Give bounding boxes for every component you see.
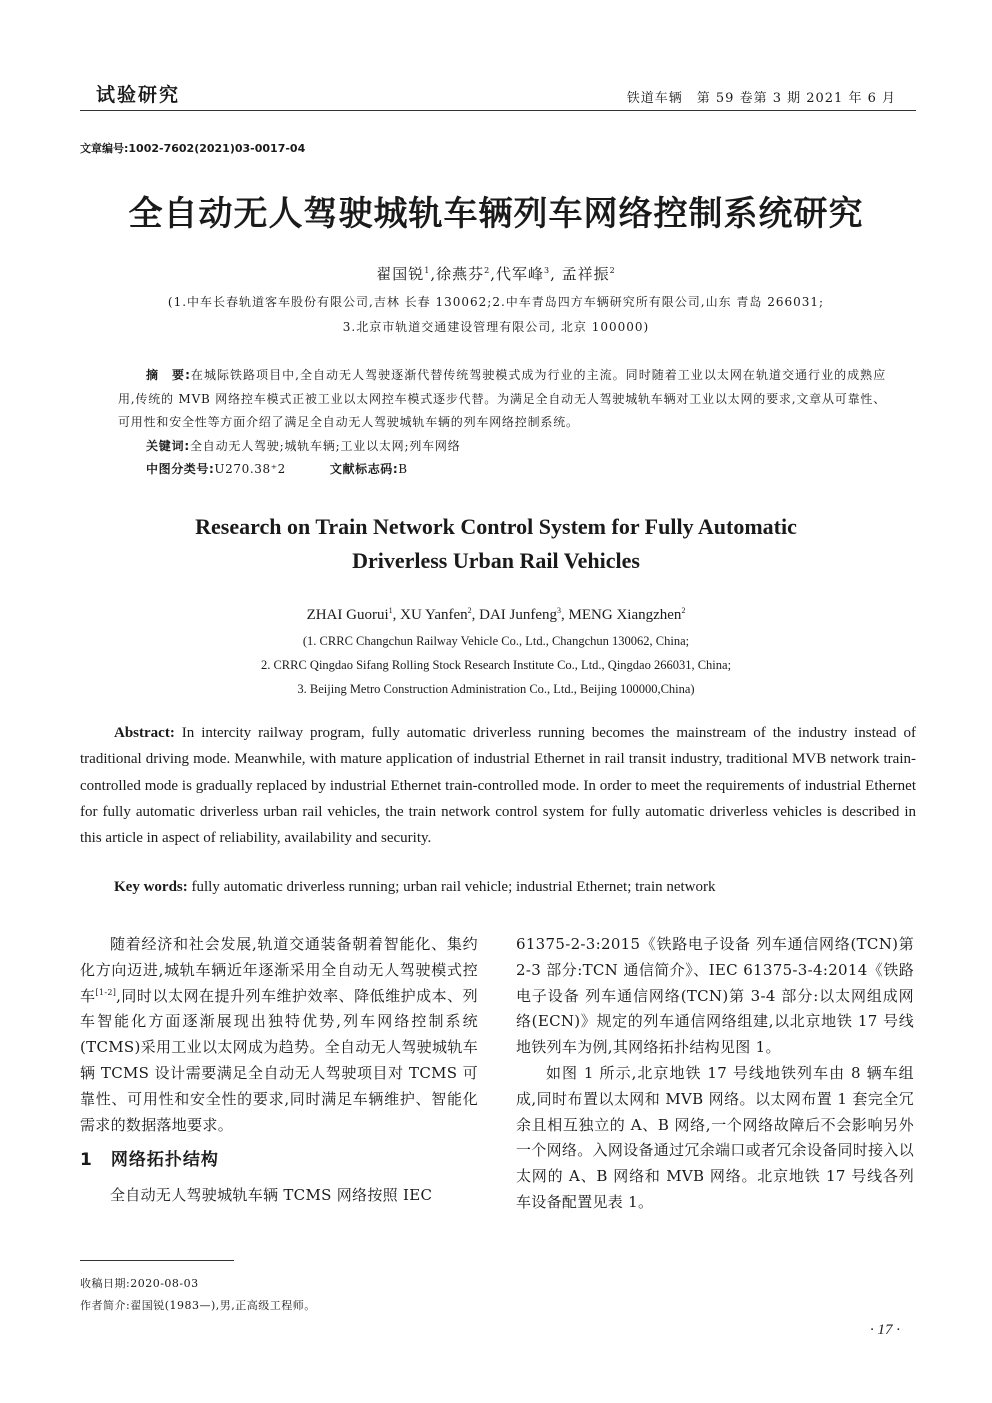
document-code-label: 文献标志码: [329, 462, 399, 476]
body-paragraph: 61375-2-3:2015《铁路电子设备 列车通信网络(TCN)第 2-3 部分:TCN 通信简介》、IEC 61375-3-4:2014《铁路电子设备 列车通信网络(TCN)第 3-4 部分:以太网组成网络(ECN)》规定的列车通信网络组建,以北京地铁 17 号线地铁列车为例,其网络拓扑结构见图 1。 [516, 935, 914, 1057]
article-number: 文章编号:1002-7602(2021)03-0017-04 [80, 142, 306, 155]
author-affiliation-mark: 3 [544, 266, 551, 275]
abstract-label: Abstract: [114, 725, 175, 741]
author-name: 代军峰 [496, 265, 545, 283]
author-name: 翟国锐 [376, 265, 425, 283]
body-column-left [80, 932, 478, 1209]
body-paragraph: 如图 1 所示,北京地铁 17 号线地铁列车由 8 辆车组成,同时布置以太网和 MVB 网络。以太网布置 1 套完全冗余且相互独立的 A、B 网络,一个网络故障后不会影响另外一个网络。入网设备通过冗余端口或者冗余设备同时接入以太网的 A、B 网络和 MVB 网络。北京地铁 17 号线各列车设备配置见表 1。 [516, 1063, 914, 1211]
chinese-authors: 翟国锐$^1$,徐燕芬$^2$,代军峰$^3$, 孟祥振$^2$ [376, 265, 616, 283]
author-name: XU Yanfen [400, 607, 468, 623]
chinese-title: 全自动无人驾驶城轨车辆列车网络控制系统研究 [128, 194, 864, 234]
abstract-text: In intercity railway program, fully automatic driverless running becomes the mainstream of the industry instead of traditional driving mode. Meanwhile, with mature application of industrial Ethernet in rail transit industry, traditional MVB network train-controlled mode is gradually replaced by industrial Ethernet train-controlled mode. In order to meet the requirements of industrial Ethernet for fully automatic driverless urban rail vehicles, the train network control system for fully automatic driverless vehicles is described in this article in aspect of reliability, availability and security. [80, 725, 916, 847]
body-paragraph [80, 932, 478, 1138]
author-affiliation-mark: 2 [484, 266, 491, 275]
chinese-affiliation-line: (1.中车长春轨道客车股份有限公司,吉林 长春 130062;2.中车青岛四方车辆研究所有限公司,山东 青岛 266031; [167, 295, 825, 309]
body-paragraph: 全自动无人驾驶城轨车辆 TCMS 网络按照 IEC [110, 1186, 433, 1205]
author-name: ZHAI Guorui [306, 607, 389, 623]
author-name: 徐燕芬 [436, 265, 485, 283]
body-text: 随着经济和社会发展,轨道交通装备朝着智能化、集约化方向迈进,城轨车辆近年逐渐采用全自动无人驾驶模式控车 [80, 935, 478, 1005]
citation: [1-2] [95, 987, 117, 997]
classification-line [146, 460, 408, 477]
english-affiliation-line: 3. Beijing Metro Construction Administration Co., Ltd., Beijing 100000,China) [297, 682, 695, 696]
running-header-journal: 铁道车辆 第 59 卷第 3 期 2021 年 6 月 [626, 91, 896, 106]
body-text: ,同时以太网在提升列车维护效率、降低维护成本、列车智能化方面逐渐展现出独特优势,列车网络控制系统(TCMS)采用工业以太网成为趋势。全自动无人驾驶城轨车辆 TCMS 设计需要满足全自动无人驾驶项目对 TCMS 可靠性、可用性和安全性的要求,同时满足车辆维护、智能化需求的数据落地要求。 [80, 986, 478, 1134]
author-name: MENG Xiangzhen [568, 607, 682, 623]
document-code: B [398, 462, 408, 476]
author-affiliation-mark: 2 [467, 606, 472, 615]
keywords-label: 关键词: [146, 439, 190, 453]
author-affiliation-mark: 1 [388, 606, 393, 615]
footnote-rule [80, 1260, 234, 1261]
author-affiliation-mark: 1 [424, 266, 431, 275]
english-affiliation-line: (1. CRRC Changchun Railway Vehicle Co., Ltd., Changchun 130062, China; [302, 634, 690, 648]
running-header-section: 试验研究 [96, 84, 181, 106]
author-name: 孟祥振 [561, 265, 610, 283]
keywords-label: Key words: [114, 879, 188, 895]
chinese-abstract [118, 364, 886, 436]
author-affiliation-mark: 3 [557, 606, 562, 615]
body-column-right [516, 932, 914, 1216]
page-number: · 17 · [870, 1322, 900, 1338]
chinese-affiliation-line: 3.北京市轨道交通建设管理有限公司, 北京 100000) [342, 320, 650, 334]
section-heading [80, 1148, 478, 1174]
section-title: 网络拓扑结构 [110, 1150, 219, 1171]
classification-code: U270.38⁺2 [214, 462, 286, 476]
abstract-label: 摘 要: [146, 368, 191, 382]
keywords-text: 全自动无人驾驶;城轨车辆;工业以太网;列车网络 [190, 439, 461, 453]
english-title-line: Research on Train Network Control System for Fully Automatic [195, 514, 797, 539]
abstract-text: 在城际铁路项目中,全自动无人驾驶逐渐代替传统驾驶模式成为行业的主流。同时随着工业以太网在轨道交通行业的成熟应用,传统的 MVB 网络控车模式正被工业以太网控车模式逐步代替。为满足全自动无人驾驶城轨车辆对工业以太网的要求,文章从可靠性、可用性和安全性等方面介绍了满足全自动无人驾驶城轨车辆的列车网络控制系统。 [118, 368, 886, 429]
chinese-keywords [146, 437, 461, 454]
classification-label: 中图分类号: [146, 462, 215, 476]
author-bio: 作者简介:翟国锐(1983—),男,正高级工程师。 [80, 1299, 316, 1312]
author-affiliation-mark: 2 [681, 606, 686, 615]
author-affiliation-mark: 2 [609, 266, 616, 275]
author-name: DAI Junfeng [479, 607, 558, 623]
english-title-line: Driverless Urban Rail Vehicles [352, 548, 640, 573]
received-date: 收稿日期:2020-08-03 [80, 1277, 199, 1290]
section-number: 1 [80, 1150, 93, 1171]
keywords-text: fully automatic driverless running; urban rail vehicle; industrial Ethernet; train network [191, 879, 716, 895]
english-keywords [114, 879, 716, 896]
english-authors: ZHAI Guorui$^1$, XU Yanfen$^2$, DAI Junfeng$^3$, MENG Xiangzhen$^2$ [306, 606, 686, 623]
english-abstract [80, 720, 916, 851]
english-affiliation-line: 2. CRRC Qingdao Sifang Rolling Stock Research Institute Co., Ltd., Qingdao 266031, China; [260, 658, 732, 672]
header-rule [80, 110, 916, 111]
